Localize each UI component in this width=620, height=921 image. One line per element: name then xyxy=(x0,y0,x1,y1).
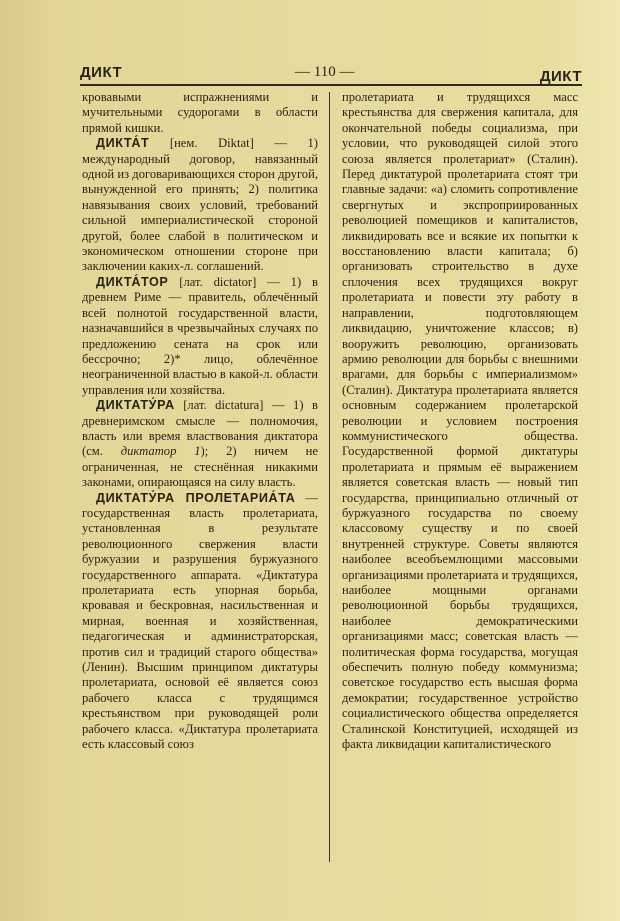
etymology: [лат. dictatura] — xyxy=(174,398,294,413)
page-number: — 110 — xyxy=(295,64,355,80)
headword: ДИКТАТУ́РА xyxy=(96,398,175,413)
etymology: — xyxy=(295,490,318,505)
entry-diktatura-proletariata xyxy=(82,491,318,753)
etymology: [нем. Diktat] — xyxy=(149,136,308,151)
definition-cont: ); 2) ничем не ограниченная, не стеснённая никакими законами, опирающаяся на силу власть. xyxy=(82,444,318,490)
left-column xyxy=(82,90,318,752)
cross-reference: диктатор 1 xyxy=(120,444,201,459)
running-header xyxy=(80,60,582,86)
definition: 1) в древнем Риме — правитель, облечённый всей полнотой государственной власти, назначавшийся в чрезвычайных случаях по предложению сената на срок или бессрочно; 2)* лицо, облечённое неограниченной властью в какой-л. области управления или хозяйства. xyxy=(82,274,318,397)
entry-diktatura xyxy=(82,398,318,490)
headword: ДИКТАТУ́РА ПРОЛЕТАРИА́ТА xyxy=(96,490,296,505)
entry-diktator xyxy=(82,275,318,398)
definition: 1) международный договор, навязанный одной из договаривающихся сторон другой, вынужденной его принять; 2) политика навязывания своих условий, требований сильной империалистической стороной другой, более слабой в политическом и экономическом отношении стороне при заключении каких-л. соглашений. xyxy=(82,136,318,274)
etymology: [лат. dictator] — xyxy=(168,274,291,289)
entry-diktat xyxy=(82,136,318,275)
definition: государственная власть пролетариата, установленная в результате революционного свержения власти буржуазии и разрушения буржуазного государственного аппарата. «Диктатура пролетариата есть упорная борьба, кровавая и бескровная, насильственная и мирная, военная и хозяйственная, педагогическая и администраторская, против сил и традиций старого общества» (Ленин). Высшим принципом диктатуры пролетариата, основой её является союз рабочего класса с трудящимся крестьянством при руководящей роли рабочего класса. «Диктатура пролетариата есть классовый союз xyxy=(82,505,318,752)
continuation-text: пролетариата и трудящихся масс крестьянства для свержения капитала, для окончательной победы социализма, при условии, что руководящей силой этого союза является пролетариат» (Сталин). Перед диктатурой пролетариата стоят три главные задачи: «а) сломить сопротивление свергнутых и экспроприированных революцией помещиков и капиталистов, ликвидировать все и всякие их попытки к восстановлению власти капитала; б) организовать строительство в духе сплочения всех трудящихся вокруг пролетариата и повести эту работу в направлении, подготовляющем ликвидацию, уничтожение классов; в) вооружить революцию, организовать армию революции для борьбы с внешними врагами, для борьбы с империализмом» (Сталин). Диктатура пролетариата является основным содержанием пролетарской революции и условием построения коммунистического общества. Государственной формой диктатуры пролетариата и прямым её выражением является советская власть — новый тип государства, принципиально отличный от буржуазного государства по своему классовому существу и по своей внутренней структуре. Советы являются наиболее всеобъемлющими массовыми организациями пролетариата и трудящихся, наиболее мощными органами революционной борьбы трудящихся, наиболее демократическими организациями масс; советская власть — политическая форма государства, могущая обеспечить полную победу коммунизма; советское государство есть высшая форма демократии; государственное устройство социалистического общества определяется Сталинской Конституцией, исходящей из факта ликвидации капиталистического xyxy=(342,90,578,752)
running-head-left: ДИКТ xyxy=(80,64,123,81)
column-divider xyxy=(329,92,330,862)
headword: ДИКТА́Т xyxy=(96,136,150,151)
right-column xyxy=(342,90,578,752)
continuation-text: кровавыми испражнениями и мучительными судорогами в области прямой кишки. xyxy=(82,90,318,135)
headword: ДИКТА́ТОР xyxy=(96,274,169,289)
running-head-right: ДИКТ xyxy=(539,68,582,85)
definition: 1) в древнеримском смысле — полномочия, власть или время властвования диктатора (см. xyxy=(82,398,318,459)
